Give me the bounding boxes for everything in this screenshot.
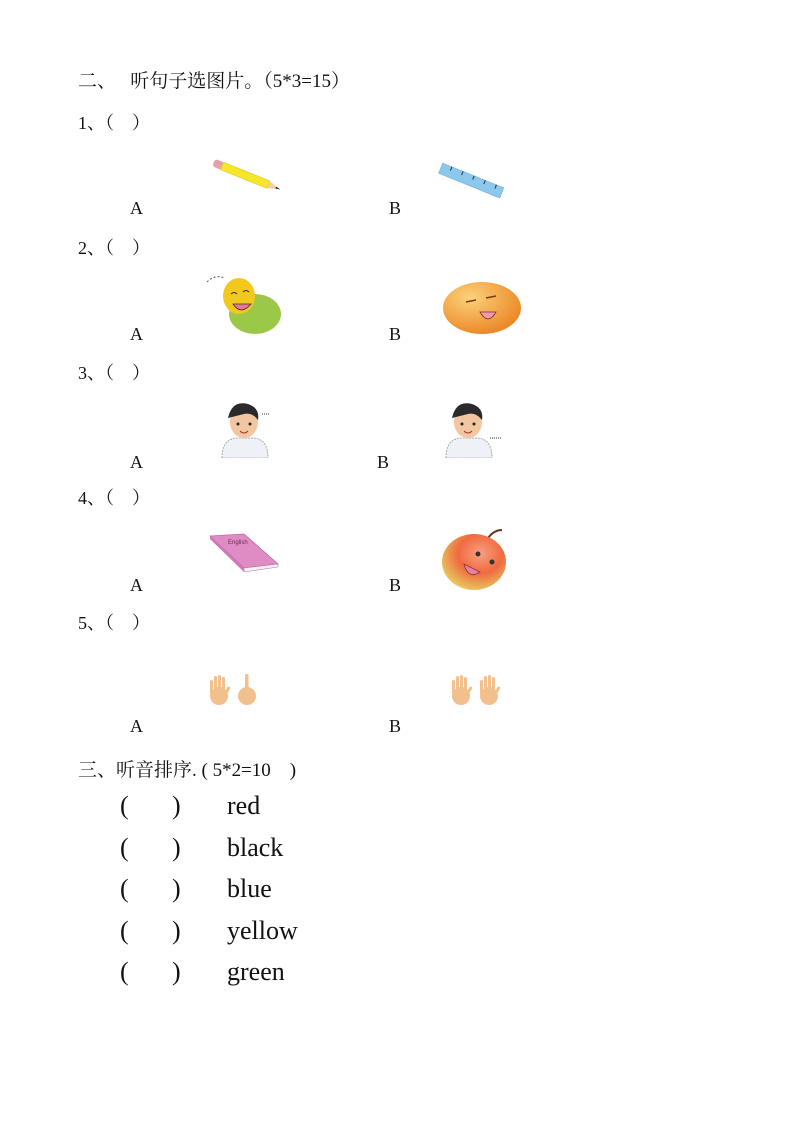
answer-blank-left-paren[interactable]: (: [120, 833, 129, 862]
question-4-option-a[interactable]: A: [130, 575, 143, 595]
apple-icon[interactable]: [438, 528, 510, 592]
orange-icon[interactable]: [440, 280, 524, 336]
ruler-icon[interactable]: [434, 163, 508, 199]
answer-blank-left-paren[interactable]: (: [120, 916, 129, 945]
question-2-option-b[interactable]: B: [389, 324, 402, 344]
section-2-heading: 二、 听句子选图片。（5*3=15）: [78, 71, 350, 92]
question-2-number[interactable]: 2、（ ）: [78, 238, 150, 258]
book-icon[interactable]: [206, 532, 282, 574]
question-3-option-a[interactable]: A: [130, 452, 143, 472]
word-label: black: [227, 833, 284, 862]
hands-ten-icon[interactable]: [447, 672, 507, 706]
question-5-number[interactable]: 5、（ ）: [78, 613, 150, 633]
question-5-option-b[interactable]: B: [389, 716, 402, 736]
pear-icon[interactable]: [203, 272, 283, 336]
answer-blank-right-paren[interactable]: ): [172, 916, 181, 945]
word-label: green: [227, 957, 285, 986]
answer-blank-left-paren[interactable]: (: [120, 791, 129, 820]
answer-blank-right-paren[interactable]: ): [172, 957, 181, 986]
boy-talking-icon-a[interactable]: [216, 400, 280, 458]
boy-talking-icon-b[interactable]: [440, 400, 510, 458]
svg-text:English: English: [228, 540, 248, 546]
question-4-option-b[interactable]: B: [389, 575, 402, 595]
answer-blank-left-paren[interactable]: (: [120, 957, 129, 986]
answer-blank-right-paren[interactable]: ): [172, 874, 181, 903]
question-2-option-a[interactable]: A: [130, 324, 143, 344]
question-3-option-b[interactable]: B: [377, 452, 390, 472]
question-1-number[interactable]: 1、（ ）: [78, 113, 150, 133]
hands-six-icon[interactable]: [205, 672, 261, 706]
pencil-icon[interactable]: [207, 158, 287, 194]
word-label: red: [227, 791, 261, 820]
question-3-number[interactable]: 3、（ ）: [78, 363, 150, 383]
word-label: yellow: [227, 916, 298, 945]
section-3-heading: 三、听音排序. ( 5*2=10 ): [78, 760, 297, 781]
answer-blank-right-paren[interactable]: ): [172, 791, 181, 820]
word-label: blue: [227, 874, 272, 903]
answer-blank-right-paren[interactable]: ): [172, 833, 181, 862]
question-1-option-a[interactable]: A: [130, 198, 143, 218]
question-5-option-a[interactable]: A: [130, 716, 143, 736]
question-1-option-b[interactable]: B: [389, 198, 402, 218]
question-4-number[interactable]: 4、（ ）: [78, 488, 150, 508]
answer-blank-left-paren[interactable]: (: [120, 874, 129, 903]
